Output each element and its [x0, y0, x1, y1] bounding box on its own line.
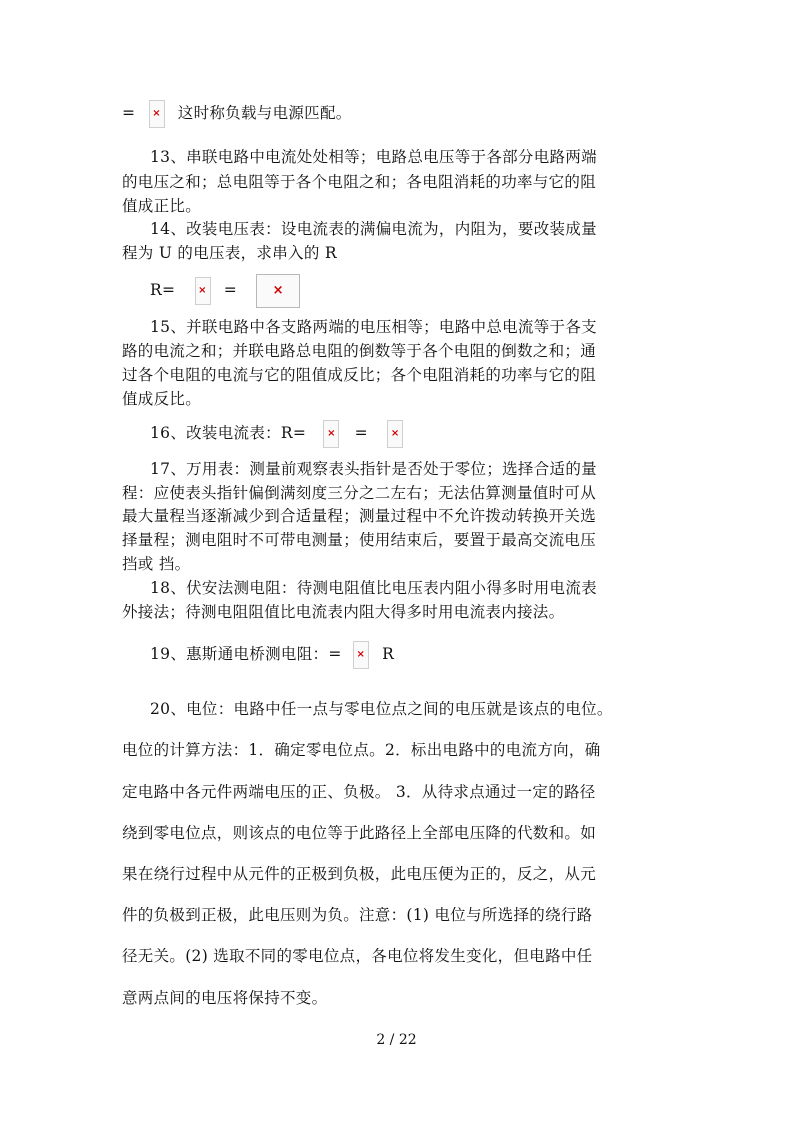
- broken-image-icon: ×: [323, 420, 339, 448]
- item20-line7: 径无关。(2) 选取不同的零电位点，各电位将发生变化，但电路中任: [122, 947, 593, 965]
- item16-formula: [150, 420, 403, 448]
- formula-suffix: R: [382, 645, 395, 663]
- equals-sign: =: [122, 104, 136, 122]
- item13-line2: 的电压之和；总电阻等于各个电阻之和；各电阻消耗的功率与它的阻: [122, 173, 597, 191]
- item20-line4: 绕到零电位点，则该点的电位等于此路径上全部电压降的代数和。如: [122, 824, 597, 842]
- line-match-load: [122, 100, 352, 128]
- item19-formula: [150, 641, 394, 669]
- formula-prefix: 16、改装电流表：R=: [150, 424, 307, 442]
- item20-line1: 20、电位：电路中任一点与零电位点之间的电压就是该点的电位。: [150, 700, 613, 718]
- item17-line1: 17、万用表：测量前观察表头指针是否处于零位；选择合适的量: [150, 460, 597, 478]
- formula-equals: =: [223, 281, 238, 299]
- broken-image-icon: ×: [387, 420, 403, 448]
- item13-line1: 13、串联电路中电流处处相等；电路总电压等于各部分电路两端: [150, 148, 597, 166]
- broken-image-icon: ×: [256, 274, 300, 308]
- item15-line3: 过各个电阻的电流与它的阻值成反比；各个电阻消耗的功率与它的阻: [122, 366, 597, 384]
- item17-line5: 挡或 挡。: [122, 555, 191, 573]
- item20-line2: 电位的计算方法：1．确定零电位点。2．标出电路中的电流方向，确: [122, 741, 601, 759]
- item20-line6: 件的负极到正极，此电压则为负。注意：(1) 电位与所选择的绕行路: [122, 906, 593, 924]
- item20-line5: 果在绕行过程中从元件的正极到负极，此电压便为正的，反之，从元: [122, 865, 597, 883]
- formula-equals: =: [354, 424, 368, 442]
- item13-line3: 值成正比。: [122, 197, 202, 215]
- formula-prefix: R=: [150, 281, 176, 299]
- item18-line1: 18、伏安法测电阻：待测电阻值比电压表内阻小得多时用电流表: [150, 579, 597, 597]
- line-text: 这时称负载与电源匹配。: [177, 104, 352, 122]
- item20-line3: 定电路中各元件两端电压的正、负极。 3．从待求点通过一定的路径: [122, 783, 596, 801]
- broken-image-icon: ×: [149, 100, 165, 128]
- item15-line2: 路的电流之和；并联电路总电阻的倒数等于各个电阻的倒数之和；通: [122, 342, 597, 360]
- broken-image-icon: ×: [353, 641, 369, 669]
- formula-prefix: 19、惠斯通电桥测电阻：=: [150, 645, 342, 663]
- item17-line4: 择量程；测电阻时不可带电测量；使用结束后，要置于最高交流电压: [122, 531, 597, 549]
- item17-line3: 最大量程当逐渐减少到合适量程；测量过程中不允许拨动转换开关选: [122, 507, 597, 525]
- item14-line2: 程为 U 的电压表，求串入的 R: [122, 244, 337, 262]
- page-number: 2 / 22: [376, 1032, 417, 1048]
- item14-formula: [150, 274, 300, 308]
- item20-line8: 意两点间的电压将保持不变。: [122, 989, 328, 1007]
- item14-line1: 14、改装电压表：设电流表的满偏电流为，内阻为，要改装成量: [150, 220, 597, 238]
- item18-line2: 外接法；待测电阻阻值比电流表内阻大得多时用电流表内接法。: [122, 603, 565, 621]
- item17-line2: 程：应使表头指针偏倒满刻度三分之二左右；无法估算测量值时可从: [122, 484, 597, 502]
- item15-line4: 值成反比。: [122, 390, 202, 408]
- broken-image-icon: ×: [195, 277, 211, 305]
- item15-line1: 15、并联电路中各支路两端的电压相等；电路中总电流等于各支: [150, 318, 597, 336]
